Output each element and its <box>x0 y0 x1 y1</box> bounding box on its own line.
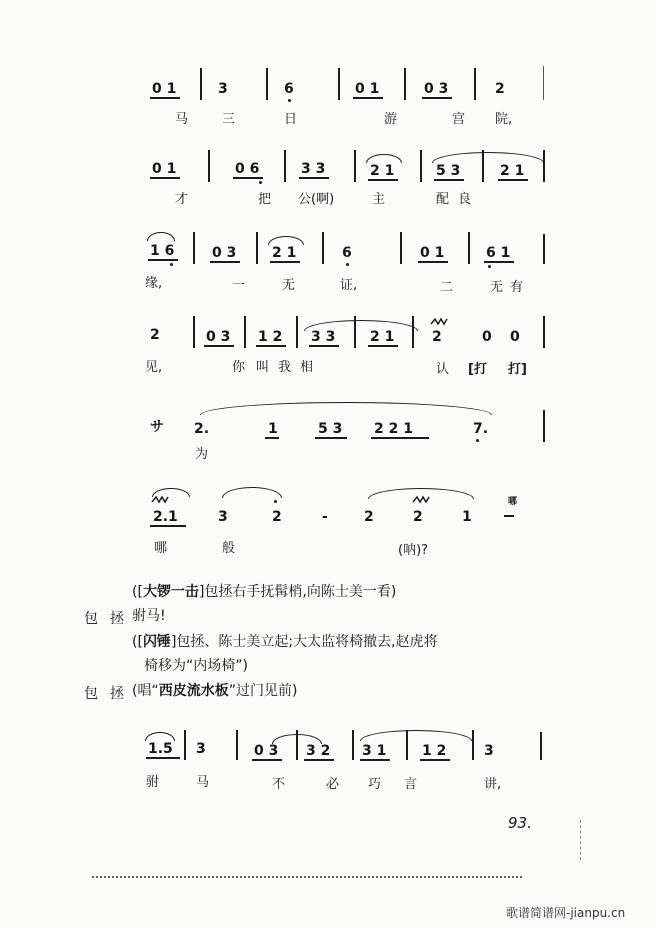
note-group: 0 <box>482 329 492 345</box>
note-group: 2.1 <box>153 509 178 525</box>
page-number: 93. <box>508 814 532 832</box>
lyric: 相 <box>300 360 314 375</box>
note-group: 2 <box>413 509 423 525</box>
beat-underline <box>204 345 234 347</box>
speaker-name: 包拯 <box>84 686 136 702</box>
lyric: 公(啊) <box>298 192 335 207</box>
lyric: 主 <box>372 192 386 207</box>
lyric: 无 <box>282 278 296 293</box>
beat-underline <box>150 177 180 179</box>
note-group: 0 1 <box>152 81 177 97</box>
note-group: 2 2 1 <box>374 421 413 437</box>
barline <box>244 316 246 348</box>
beat-underline <box>148 259 178 261</box>
note-group: 2 <box>364 509 374 525</box>
beat-underline <box>484 261 514 263</box>
beat-underline <box>420 759 450 761</box>
note-group: 0 3 <box>254 743 279 759</box>
slur <box>222 487 282 498</box>
beat-underline <box>150 525 186 527</box>
margin-mark <box>543 66 544 100</box>
barline <box>420 150 422 182</box>
stage-direction-2: ([闪锤]包拯、陈士美立起;大太监将椅撤去,赵虎将 <box>132 634 438 650</box>
note-group: 2 1 <box>272 245 297 261</box>
percussion-syllable: 打] <box>508 362 527 377</box>
note-group: 0 1 <box>420 245 445 261</box>
barline <box>543 150 545 182</box>
lyric: 三 <box>222 112 236 127</box>
lyric: 必 <box>326 777 340 792</box>
note-group: 1 2 <box>258 329 283 345</box>
note-group: 2 1 <box>500 163 525 179</box>
beat-underline <box>270 261 300 263</box>
beat-underline <box>498 179 528 181</box>
barline <box>352 730 354 760</box>
note-group: 6 1 <box>486 245 511 261</box>
beat-underline <box>252 759 282 761</box>
note-group: 0 1 <box>152 161 177 177</box>
slur <box>366 154 402 163</box>
lyric: 配 <box>436 192 450 207</box>
lyric: 缘, <box>145 276 163 291</box>
tune-name: 西皮流水板 <box>158 683 229 699</box>
note-group: 7. <box>473 421 489 437</box>
note-group: 0 6 <box>235 161 260 177</box>
note-group: 2 <box>432 329 442 345</box>
beat-underline <box>418 261 448 263</box>
lower-octave-dot <box>488 265 491 268</box>
barline <box>540 732 542 760</box>
beat-underline <box>368 179 398 181</box>
note-group: 2 1 <box>370 329 395 345</box>
phrase-slur <box>360 730 472 741</box>
beat-underline <box>371 437 429 439</box>
note-group: 0 3 <box>206 329 231 345</box>
slur <box>145 732 175 741</box>
beat-underline <box>434 179 464 181</box>
lyric: 证, <box>340 278 358 293</box>
barline <box>296 730 298 760</box>
beat-underline <box>233 177 263 179</box>
trill-mark <box>151 496 169 504</box>
lyric: 不 <box>272 777 286 792</box>
watermark: 歌谱简谱网-jianpu.cn <box>506 906 626 920</box>
barline <box>284 150 286 182</box>
barline <box>354 150 356 182</box>
barline <box>474 68 476 100</box>
lyric: 见, <box>145 360 163 375</box>
lyric: 你 <box>232 360 246 375</box>
note-group: 1 <box>462 509 472 525</box>
note-group: 3 1 <box>362 743 387 759</box>
lyric: 宫 <box>452 112 466 127</box>
note-group: 2 <box>150 327 160 343</box>
note-group: 5 3 <box>436 163 461 179</box>
lyric: 驸 <box>146 775 160 790</box>
barline <box>200 68 202 100</box>
note-group: 3 <box>484 743 494 759</box>
barline <box>208 150 210 182</box>
lyric: 才 <box>175 192 189 207</box>
spoken-line: 驸马! <box>132 608 166 624</box>
note-group: 3 3 <box>301 161 326 177</box>
margin-mark <box>580 820 582 860</box>
barline <box>193 232 195 264</box>
note-group: 2 <box>495 81 505 97</box>
free-meter-mark: サ <box>150 419 164 435</box>
lyric: 院, <box>495 112 513 127</box>
lyric: 游 <box>384 112 398 127</box>
marginal-gloss: 哪 <box>506 496 516 505</box>
beat-underline <box>256 345 286 347</box>
lyric: 认 <box>436 362 450 377</box>
stage-direction-2-cont: 椅移为“内场椅”) <box>144 658 248 674</box>
lyric: 言 <box>404 777 418 792</box>
lyric: 叫 <box>256 360 270 375</box>
rest-dash <box>504 515 514 517</box>
barline <box>482 150 484 182</box>
barline <box>400 232 402 264</box>
beat-underline <box>309 345 339 347</box>
note-group: 2 1 <box>370 163 395 179</box>
note-group: 6 <box>284 81 294 97</box>
percussion-cue: 大锣一击 <box>142 584 199 600</box>
barline <box>322 232 324 264</box>
note-group: 6 <box>342 245 352 261</box>
lower-octave-dot <box>259 181 262 184</box>
percussion-syllable: [打 <box>468 362 487 377</box>
stage-direction-1: ([大锣一击]包拯右手抚髯梢,向陈士美一看) <box>132 584 397 600</box>
lyric: 哪 <box>154 541 168 556</box>
fermata-dot <box>274 500 277 503</box>
beat-underline <box>265 437 279 439</box>
note-group: 1 6 <box>150 243 175 259</box>
note-group: 3 <box>218 81 228 97</box>
barline <box>406 730 408 760</box>
lyric: 般 <box>222 541 236 556</box>
barline <box>468 232 470 264</box>
beat-underline <box>304 759 334 761</box>
lyric: 巧 <box>368 777 382 792</box>
lyric: (呐)? <box>398 543 429 558</box>
barline <box>412 316 414 348</box>
note-group: 2 <box>272 509 282 525</box>
note-group: 3 3 <box>311 329 336 345</box>
beat-underline <box>315 437 347 439</box>
note-group: 0 3 <box>424 81 449 97</box>
beat-underline <box>150 97 180 99</box>
barline <box>193 316 195 348</box>
note-group: 3 <box>196 741 206 757</box>
note-group: 0 1 <box>355 81 380 97</box>
slur <box>432 152 544 163</box>
note-group: 3 2 <box>306 743 331 759</box>
barline <box>256 232 258 264</box>
barline <box>354 316 356 348</box>
barline <box>404 68 406 100</box>
barline <box>236 730 238 760</box>
beat-underline <box>210 261 240 263</box>
beat-underline <box>422 97 452 99</box>
phrase-slur <box>200 402 492 415</box>
slur <box>147 232 175 241</box>
speaker-name: 包拯 <box>84 611 136 627</box>
lyric: 把 <box>258 192 272 207</box>
scan-edge-line <box>92 876 522 878</box>
beat-underline <box>353 97 383 99</box>
slur <box>268 236 304 245</box>
lyric: 良 <box>458 192 472 207</box>
note-group: 0 3 <box>212 245 237 261</box>
barline <box>543 316 545 348</box>
note-group: 0 <box>510 329 520 345</box>
trill-mark <box>412 496 430 504</box>
barline <box>543 234 545 264</box>
beat-underline <box>299 177 329 179</box>
barline <box>472 730 474 760</box>
slur <box>152 488 190 497</box>
barline <box>338 68 340 100</box>
lyric: 有 <box>510 280 524 295</box>
trill-mark <box>430 318 448 326</box>
lower-octave-dot <box>346 263 349 266</box>
lyric: 为 <box>195 447 209 462</box>
lyric: 无 <box>490 280 504 295</box>
note-group: 1.5 <box>148 741 173 757</box>
beat-underline <box>360 759 390 761</box>
barline <box>184 730 186 760</box>
sing-direction: (唱“西皮流水板”过门见前) <box>132 683 298 699</box>
beat-underline <box>146 757 180 759</box>
lyric: 我 <box>278 360 292 375</box>
note-group: 1 2 <box>422 743 447 759</box>
lyric: 日 <box>284 112 298 127</box>
percussion-cue: 闪锤 <box>142 634 171 650</box>
lower-octave-dot <box>288 99 291 102</box>
lyric: 讲, <box>484 777 502 792</box>
beat-underline <box>368 345 398 347</box>
note-group: - <box>322 509 328 525</box>
barline <box>266 68 268 100</box>
barline <box>296 316 298 348</box>
note-group: 2. <box>194 421 210 437</box>
lyric: 马 <box>196 775 210 790</box>
note-group: 1 <box>268 421 278 437</box>
barline <box>543 410 545 442</box>
lyric: 马 <box>175 112 189 127</box>
lower-octave-dot <box>476 439 479 442</box>
note-group: 3 <box>218 509 228 525</box>
lower-octave-dot <box>170 263 173 266</box>
lyric: 二 <box>440 280 454 295</box>
lyric: 一 <box>232 278 246 293</box>
note-group: 5 3 <box>318 421 343 437</box>
